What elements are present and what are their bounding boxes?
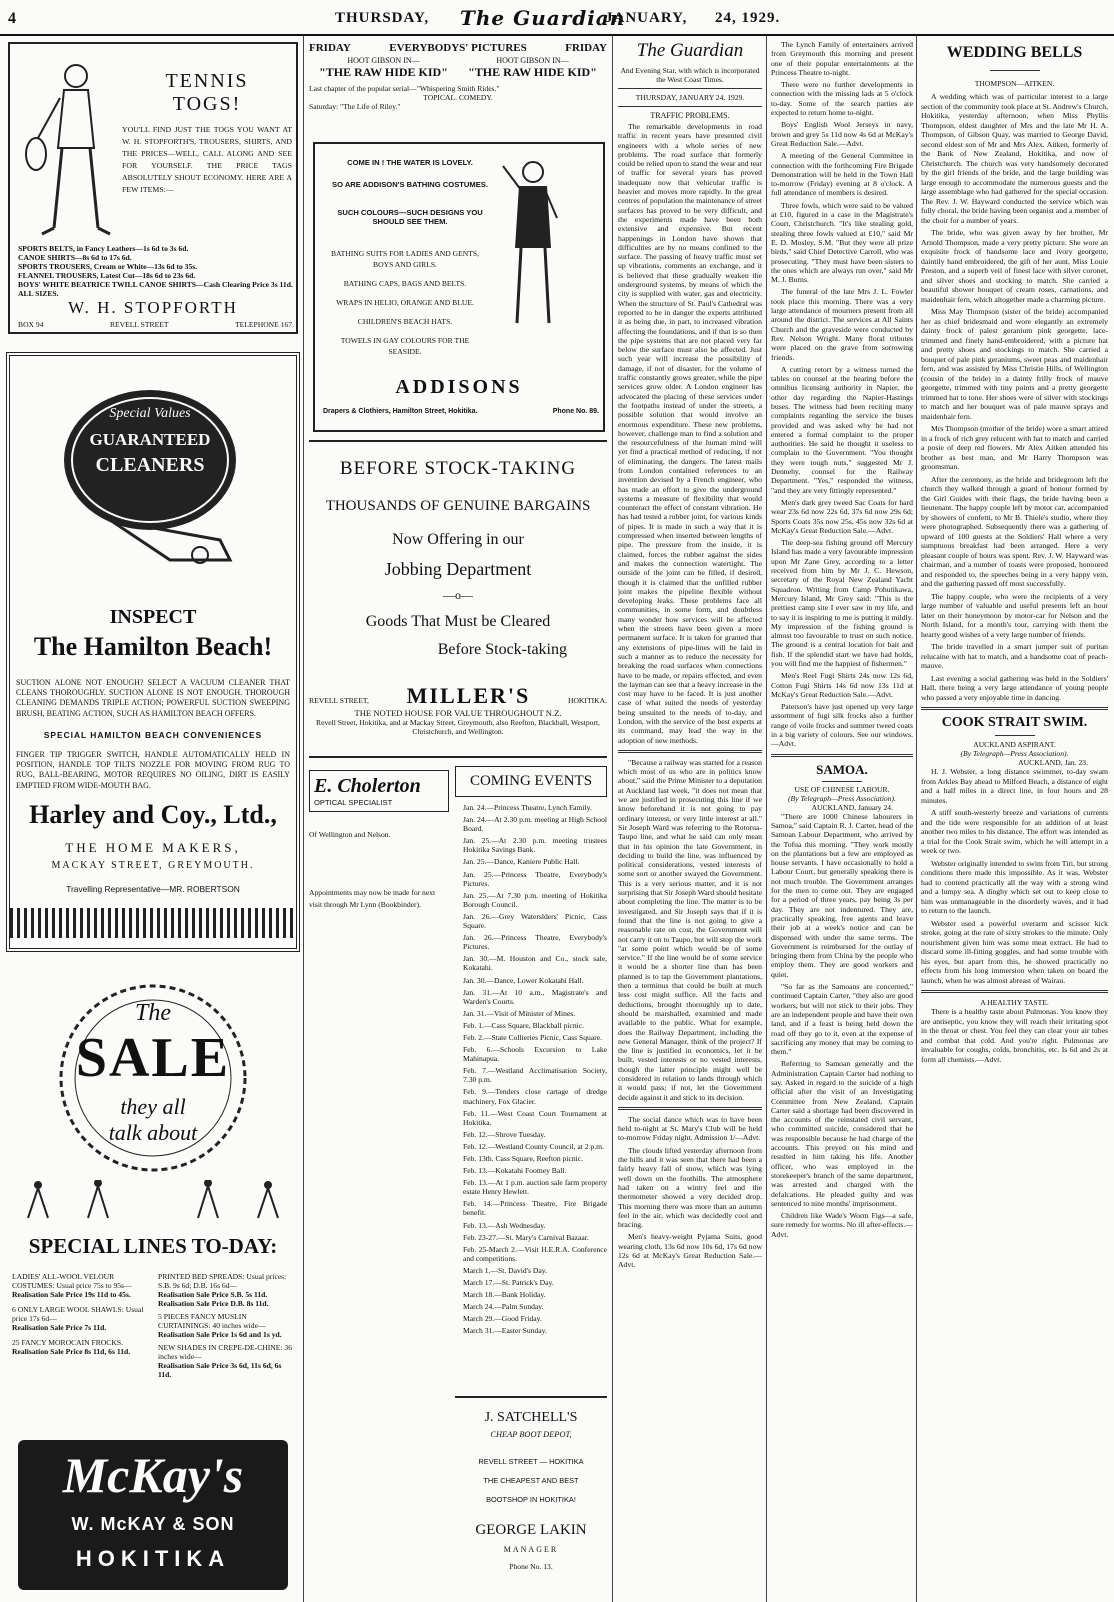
- sale-price: Realisation Sale Price 1s 6d and 1s yd.: [158, 1330, 282, 1339]
- cook-paragraph: A stiff south-westerly breeze and variations of currents and the tide were responsible for an addition of at least another two miles to his distance. The effort was intended as a trial for the Cook Strait swim, which he will attempt in a week or two.: [921, 808, 1108, 855]
- millers-hokitika: HOKITIKA.: [567, 696, 607, 705]
- local-paragraph: Men's dark grey tweed Sac Coats for hard wear 23s 6d now 22s 6d, 37s 6d now 29s 6d; Sports Coats 35s now 25s, 45s now 32s 6d at McKay's Great Reduction Sale.—Advt.: [771, 497, 913, 535]
- cook-paragraph: H. J. Webster, a long distance swimmer, to-day swam from Arkles Bay ahead to Milford Beach, a distance of eight and a half miles in a direct line, in four hours and 28 minutes.: [921, 767, 1108, 805]
- mckay-logo: McKay's: [62, 1447, 244, 1503]
- pictures-day: FRIDAY: [309, 42, 351, 54]
- cholerton-sub: OPTICAL SPECIALIST: [314, 798, 393, 807]
- tennis-body: YOU'LL FIND JUST THE TOGS YOU WANT AT W. H. STOPFORTH'S, TROUSERS, SHIRTS, AND THE PRICES—WELL, CALL ALONG AND SEE FOR YOURSELF. THE PRICE TAGS ABSOLUTELY SHOUT ECONOMY. HERE ARE A FEW ITEMS:—: [122, 125, 292, 194]
- health-paragraph: There is a healthy taste about Pulmonas. You know they are antiseptic, you know they will reach their irritating spot in the throat or chest. You feel they can clear your air tubes and combat that cold. And you're right. Pulmonas are invaluable for coughs, colds, bronchitis, etc. Is 6d and 2s at form all chemists.—Advt.: [921, 1007, 1108, 1064]
- samoa-paragraph: Referring to Samoan generally and the Administration Captain Carter had nothing to say. Asked in regard to the suicide of a high official after the visit of an Investigating Committee from New Zealand, Captain Carter said a shortage had been discovered in the accounts of the reinstated civil servant, who committed suicide, considered that he was responsible because he had charge of the accounts. This preyed on his mind and resulted in him taking his life. Another officer, who was employed in the storekeeper's branch of the same department, was arrested and charged with the defalcations. He pleaded guilty and was sentenced to nine months' imprisonment.: [771, 1059, 913, 1208]
- addisons-phone: Phone No. 89.: [552, 408, 599, 415]
- wedding-paragraph: Miss May Thompson (sister of the bride) accompanied her as chief bridesmaid and wore elegantly an extremely dainty frock of palest geranium pink georgette, lace-trimmed and finely hand-embroidered, with a picture hat and pretty shoes and stockings to match. She carried a bouquet of pale pink geraniums, sweet peas and maidenhair fern, and was assisted by Miss Christie Hills, of Wellington (cousin of the bride) in a dainty frilly frock of mauve georgette, trimmed with tiny points and a pretty georgette trimmed hat to tone. Her shoes were of silver with stockings to match and her bouquet was of pale mauve sprays and maidenhair fern.: [921, 307, 1108, 421]
- event-item: Feb. 13.—Kokatahi Footney Ball.: [463, 1166, 567, 1176]
- millers-revell: REVELL STREET,: [309, 696, 369, 705]
- leader-date: THURSDAY, JANUARY 24, 1929.: [635, 93, 745, 102]
- railway-paragraph: "Because a railway was started for a reason which most of us who are in politics know about," said the Prime Minister to a deputation at Auckland last week, "it does not mean that we are justified in prosecuting this line if we know beforehand it is not going to pay ordinary interest, or very little interest at all." Sir Joseph Ward was referring to the Rotorua-Taupo line, and what he said can only mean that in his opinion the late Government, in deciding to build the line, was influenced by political considerations, vested interests of some sort or another swayed the Government. This is a very serious matter, and it is not surprising that Sir Joseph Ward should hesitate about completing the line. The matter is to be investigated, and Sir Joseph says that if it is found that the line is not going to give a reasonable rate on cost, the Government will not carry it on to Taupo, but will stop the work "at some point which would be of some service." If the line would be of some service it would be a shorter line than has been planned is to tap the Government plantations, then a terminus that could be built at much less cost might suffice. All the facts and deductions, brought thoroughly up to date, should be marshalled, examined and made available to the public. What for example, does the Railway Department, including the new General Manager, think of the project? If the line is justified in economics, let it be built, vested interests or no vested interests, though the latter principle might well be considered in relation to lands through which it would pass; if not, let the Government decide against it and stick to its decision.: [618, 757, 762, 1102]
- column-rule: [766, 36, 767, 1602]
- event-item: Feb. 13.—At 1 p.m. auction sale farm property estate Henry Hewlett.: [463, 1178, 607, 1197]
- tennis-ad: [8, 42, 298, 334]
- addisons-line-1: COME IN ! THE WATER IS LOVELY.: [347, 158, 473, 167]
- local-paragraph: A meeting of the General Committee in connection with the forthcoming Fire Brigade Demonstration will be held in the Town Hall to-morrow (Friday) evening at 8 o'clock. A full attendance of members is desired.: [771, 151, 913, 198]
- local-paragraph: Boys' English Wool Jerseys in navy, brown and grey 5s 11d now 4s 6d at McKay's Great Reduction Sale.—Advt.: [771, 120, 913, 148]
- event-item: Jan. 26.—Princess Theatre, Everybody's Pictures.: [463, 933, 607, 952]
- tennis-item: FLANNEL TROUSERS, Latest Cut—18s 6d to 23s 6d.: [18, 271, 196, 280]
- tennis-item: CANOE SHIRTS—8s 6d to 17s 6d.: [18, 253, 132, 262]
- addisons-item: TOWELS IN GAY COLOURS FOR THE SEASIDE.: [340, 336, 470, 356]
- event-item: March 17.—St. Patrick's Day.: [463, 1278, 554, 1288]
- samoa-dateline: AUCKLAND, January 24.: [811, 802, 893, 812]
- sale-price: Realisation Sale Price 8s 11d, 6s 11d.: [12, 1347, 131, 1356]
- cook-paragraph: Webster originally intended to swim from Tiri, but strong conditions there made this impossible. As it was, Webster had to contend practically all the way with a strong wind and a lumpy sea. A dinghy which set out to keep close to him was unmanageable in the disorderly waves, and it had to return to the launch.: [921, 858, 1108, 915]
- event-item: Jan. 25.—Princess Theatre, Everybody's Pictures.: [463, 869, 607, 888]
- sale-price: Realisation Sale Price 3s 6d, 11s 6d, 6s 11d.: [158, 1361, 282, 1379]
- cholerton-header: [309, 770, 449, 812]
- local-paragraph: Men's Reel Fugi Shirts 24s now 12s 6d, Cotton Fugi Shirts 14s 6d now 13s 11d at McKay's Great Reduction Sale.—Advt.: [771, 671, 913, 699]
- event-item: Feb. 9.—Tenders close cartage of dredge machinery, Fox Glacier.: [463, 1087, 607, 1106]
- sale-price: Realisation Sale Price S.B. 5s 11d.: [158, 1290, 268, 1299]
- pictures-name: EVERYBODYS' PICTURES: [389, 42, 527, 54]
- pictures-star: HOOT GIBSON IN—: [496, 56, 569, 65]
- pictures-day: FRIDAY: [565, 42, 607, 54]
- samoa-telegraph: (By Telegraph—Press Association).: [788, 793, 896, 803]
- event-item: Feb. 2.—State Collieries Picnic, Cass Square.: [463, 1032, 602, 1042]
- harley-rep: Travelling Representative—MR. ROBERTSON: [66, 884, 240, 894]
- tennis-footer: [18, 320, 294, 329]
- wedding-paragraph: The happy couple, who were the recipients of a very large number of valuable and useful presents left an hour later on their honeymoon by motor-car for Nelson and the North Island, for a month's tour, carrying with them the hearty good wishes of a very large number of friends.: [921, 591, 1108, 639]
- event-item: Jan. 26.—Grey Waterslders' Picnic, Cass Square.: [463, 911, 607, 931]
- addisons-ad: [313, 142, 605, 432]
- masthead: [0, 0, 1114, 36]
- hamilton-body-1: SUCTION ALONE NOT ENOUGH? SELECT A VACUUM CLEANER THAT CLEANS THOROUGHLY. SUCTION ALONE IS NOT ENOUGH. THOROUGH CLEANING DEMANDS TRIPLE ACTION; POWERFUL SUCTION SWEEPING BRUSH, BEATING ACTION, SUCH AS HAMILTON BEACH OFFERS.: [16, 678, 290, 718]
- event-item: Feb. 25-March 2.—Visit H.E.R.A. Conference and competitions.: [463, 1244, 607, 1263]
- pictures-header: [309, 42, 607, 54]
- pictures-serial: Last chapter of the popular serial—"Whispering Smith Rides.": [309, 84, 500, 93]
- addisons-line-2: SO ARE ADDISON'S BATHING COSTUMES.: [332, 180, 488, 189]
- hamilton-inspect: INSPECT: [109, 606, 197, 628]
- samoa-paragraph: "So far as the Samoans are concerned," continued Captain Carter, "they also are good workers, but will not stick to their jobs. They are an independent people and have their own land, and if a feast is being held down the road off they go to it, even at the expense of sacrificing any money that may be coming to them.": [771, 982, 913, 1057]
- coming-events: [455, 766, 607, 1386]
- cook-sub: AUCKLAND ASPIRANT.: [973, 740, 1056, 749]
- mckay-sale-ad: [8, 970, 298, 1598]
- event-item: Feb. 1.—Cass Square, Blackball picnic.: [463, 1020, 585, 1030]
- sale-left-list: [12, 1272, 150, 1356]
- addisons-item: BATHING SUITS FOR LADIES AND GENTS, BOYS AND GIRLS.: [330, 249, 480, 269]
- pictures-star: HOOT GIBSON IN—: [347, 56, 420, 65]
- local-paragraph: The deep-sea fishing ground off Mercury Island has made a very favourable impression upon Mr Zane Grey, according to a letter received from him by Mr J. C. Hewson, secretary of the Royal New Zealand Yacht Squadron. Writing from Camp Pohutikawa, Mercury Island, Mr Grey said: "This is the prettiest camp site I ever saw in my life, and to say it is inspiring to me is putting it mildly. My impression of the fishing ground is almost too favourable to trust on such notice. The ground is a central location for bait and fish. If the splendid start we have had holds, you will find me the happiest of fishermen.": [771, 538, 913, 668]
- cook-telegraph: (By Telegraph—Press Association).: [960, 749, 1069, 758]
- leader-paragraph: The remarkable developments in road traffic in recent years have presented civil engineers with a whole series of new problems. The road surface that formerly could be relied upon to stand the wear and tear of traffic for several years has proved inadequate now that vehicular traffic is heavier and moves more rapidly. In the great centres of population the maintenance of street surfaces has proved to be very difficult, and the experiments made have been both extensive and expensive. But recent happenings in London have shown that difficulties are by no means confined to the surface. The passing of heavy traffic must set up vibrations, comments an exchange, and it is believed that these gradually weaken the underground systems, by means of which the city is supplied with water, gas and electricity. When the structure of St. Paul's Cathedral was reported to be in danger the experts attributed it as being due, in part, to increased vibration affecting the foundations, and if that is so then the pipe systems that are not placed very far below the surface must also be affected. Just such year will increase the possibility of damage, if not of disaster, for the volume of traffic constantly grows greater, while the pipe services grow older. A London engineer has advocated the placing of these services under the footpaths instead of under the streets, a possible solution that would involve an enormous expenditure. These new problems, however, challenge man to find a solution and the resourcefulness of the human mind will yet find a practical method of reducing, if not of eliminating, the dangers. The latest mails from London contained references to an invention devised by a French engineer, who has made an effort to give the underground systems a measure of flexibility that would counteract the effect of constant vibration. He has had tested a rubber joint, for various kinds of pipes. It is made in such a way that it is compressed when inserted between lengths of pipe. The pressure from the inside, it is claimed, forces the rubber against the sides and makes the connection watertight. The outside of the joint can be filled, if desired, though it is claimed that the unfilled rubber joint makes the pipeline flexible without developing leaks. These problems face all communities, in some form, and doubtless many wonder how services will be affected when the streets have been given a more permanent surface. It is taken for granted that any extensions of pipe-lines will be laid in such a manner as to reduce the necessity for breaking the road surfaces when connections have to be made, or repairs effected, and even the layman can see that a heavy increase in the cost may have to be faced. It is just another case of what suited the needs of yesterday being unsuited to the needs of to-day, and London, with the service of the best experts at its command, may lead the way in the adoption of new methods.: [618, 122, 762, 745]
- samoa-title: SAMOA.: [816, 761, 868, 777]
- samoa-sub: USE OF CHINESE LABOUR.: [794, 784, 890, 794]
- wedding-paragraph: The bride travelled in a smart jumper suit of puritan relucaine with hat to match, and a handsome coat of peach-mauve.: [921, 642, 1108, 670]
- pictures-films: [309, 65, 607, 80]
- samoa-paragraph: "There are 1000 Chinese labourers in Samoa," said Captain R. J. Carter, head of the Samoan Labour Department, who arrived by the Tofua this morning. "They work mostly on the plantations but a few are employed as house servants. I have occasionally to hold a Labour Court, but generally speaking there is not much trouble. The Government arranges for the men to come out. They are engaged for a period of three years, pay being 3s per day. They are not indentured. They are, practically speaking, free agents and leave their job at a week's notice and can be dispensed with under the same terms. The Government is reimbursed for the outlay of bringing them from China by the people who employ them. They are good workers and quiet.: [771, 811, 913, 979]
- border-decoration: [10, 908, 296, 938]
- event-item: Feb. 12.—Westland County Council, at 2 p.m.: [463, 1141, 604, 1151]
- satchell-ad: [455, 1396, 607, 1596]
- local-column: [771, 40, 913, 1600]
- tennis-item: SPORTS BELTS, in Fancy Leathers—1s 6d to 3s 6d.: [18, 244, 189, 253]
- cook-dateline: AUCKLAND, Jan. 23.: [1018, 758, 1088, 767]
- hamilton-body-2: FINGER TIP TRIGGER SWITCH, HANDLE AUTOMATICALLY HELD IN POSITION, HANDLE TOP TILTS NOZZLE FOR MOVING FROM RUG TO RUG, BALL-BEARING, MOTOR REQUIRES NO OILING, DIRT IS EASILY EMPTIED FROM WIDE-MOUTH BAG.: [16, 750, 290, 790]
- event-item: Feb. 13.—Ash Wednesday.: [463, 1220, 546, 1230]
- railway-body: [618, 758, 762, 1102]
- wedding-paragraph: A wedding which was of particular interest to a large section of the community took place at St. Andrew's Church, Hokitika, yesterday afternoon, when Miss Phyllis Thompson, eldest daughter of Mrs and the late Mr H. A. Thompson, of Gibson Quay, was married to George David, second eldest son of Mr and Mrs Alex. Aitken, formerly of the Bank of New Zealand, Hokitika, and now of Christchurch. The church was very handsomely decorated by the girl friends of the bride, and the large building was large enough to accommodate the numerous guests and the large assemblage who had gathered for the special occasion. The Rev. J. W. Hayward conducted the service which was fully choral, the bride having been organist and a member of the choir for a number of years.: [921, 92, 1108, 225]
- event-item: March 24.—Palm Sunday.: [463, 1302, 544, 1312]
- column-rule: [916, 36, 917, 1602]
- satchell-name: J. SATCHELL'S: [484, 1410, 578, 1425]
- sale-the: The: [135, 1000, 171, 1026]
- badge-guaranteed: GUARANTEED: [89, 430, 211, 449]
- event-item: Jan. 30.—M. Houston and Co., stock sale, Kokatahi.: [463, 954, 607, 973]
- local-paragraph: The funeral of the late Mrs J. L. Fowler took place this morning. There was a very large attendance of mourners present from all around the district. The services at All Saints Church and the graveside were conducted by Rev. Nelson Wright. Many floral tributes were placed on the grave from sorrowing friends.: [771, 287, 913, 362]
- ornament: —o—: [443, 588, 473, 602]
- sale-item: PRINTED BED SPREADS: Usual prices: S.B. 9s 6d; D.B. 16s 6d—: [158, 1272, 287, 1290]
- addisons-item: BATHING CAPS, BAGS AND BELTS.: [343, 279, 467, 288]
- shoppers-illustration: [8, 1180, 298, 1220]
- sale-item: 6 ONLY LARGE WOOL SHAWLS: Usual price 17s 6d—: [12, 1305, 144, 1323]
- cook-paragraph: Webster used a powerful overarm and scissor kick stroke, going at the rate of sixty strokes to the minute. Only nourishment given him was some meat extract. He had to discard some ill-fitting goggles, and had some trouble with his eyes, but apart from this, he showed practically no effects from his long immersion when taken on board the launch, when he was almost abreast of Wairau.: [921, 918, 1108, 985]
- satchell-manager: GEORGE LAKIN: [475, 1522, 587, 1538]
- cook-body: [921, 767, 1108, 985]
- addisons-item: CHILDREN'S BEACH HATS.: [357, 317, 453, 326]
- hamilton-title: The Hamilton Beach!: [33, 632, 273, 661]
- samoa-paragraph: Children like Wade's Worm Figs—a safe, sure remedy for worms. No ill after-effects.—Advt.: [771, 1211, 913, 1239]
- satchell-depot: CHEAP BOOT DEPOT,: [490, 1430, 572, 1439]
- hamilton-beach-ad: [6, 352, 300, 952]
- local-notes: [618, 1115, 762, 1270]
- millers-ad: [309, 440, 607, 758]
- satchell-manager-title: MANAGER: [503, 1545, 559, 1554]
- event-item: March 18.—Bank Holiday.: [463, 1290, 546, 1300]
- leader-column: [618, 40, 762, 1600]
- satchell-shop: BOOTSHOP IN HOKITIKA!: [486, 1495, 576, 1504]
- satchell-street: REVELL STREET — HOKITIKA: [478, 1457, 584, 1466]
- wedding-body: [921, 92, 1108, 702]
- leader-title: TRAFFIC PROBLEMS.: [650, 111, 730, 120]
- tennis-player-illustration: [24, 58, 116, 238]
- leader-body: [618, 122, 762, 745]
- pictures-topical: TOPICAL. COMEDY.: [423, 93, 493, 102]
- tennis-items: [18, 244, 294, 298]
- event-item: March 31.—Easter Sunday.: [463, 1326, 547, 1336]
- millers-now: Now Offering in our: [392, 531, 524, 548]
- page-number: 4: [8, 10, 17, 27]
- mckay-son: W. McKAY & SON: [71, 1514, 235, 1534]
- tennis-tel: TELEPHONE 167.: [234, 320, 294, 329]
- mckay-town: HOKITIKA: [75, 1546, 231, 1571]
- masthead-day: THURSDAY,: [335, 10, 430, 26]
- local-paragraph: Men's heavy-weight Pyjama Suits, good wearing cloth, 13s 6d now 10s 6d, 17s 6d now 12s 6d at McKay's Great Reduction Sale.—Advt.: [618, 1232, 762, 1270]
- local-paragraph: The social dance which was to have been held to-night at St. Mary's Club will be held to-morrow Friday night. Admission 1/—Advt.: [618, 1114, 762, 1143]
- bather-illustration: [493, 158, 573, 328]
- millers-footer: [309, 683, 607, 709]
- sale-right-list: [158, 1272, 294, 1379]
- wedding-paragraph: The bride, who was given away by her brother, Mr Arnold Thompson, made a very pretty picture. She wore an exquisite frock of handsome lace and ivory georgette, daintily hand embroidered, the gift of her aunt, Miss Louie Preston, and a superb veil of finest lace with silver coronet, and silver shoes and stocking to match. She carried a beautiful shower bouquet of cream roses, carnations, and maidenhair fern, which altogether made a charming picture.: [921, 228, 1108, 304]
- tennis-subtitle: TOGS!: [172, 93, 242, 115]
- column-rule: [303, 36, 304, 1602]
- wedding-sub: THOMPSON—AITKEN.: [974, 79, 1055, 88]
- local-paragraph: Paterson's have just opened up very large assortment of fugi silk frocks also a further range of voile frocks and summer tweed coats in a big variety of colours. See our windows.—Advt.: [771, 702, 913, 749]
- addisons-address: Drapers & Clothiers, Hamilton Street, Hokitika.: [323, 408, 478, 415]
- sale-item: 5 PIECES FANCY MUSLIN CURTAININGS: 40 inches wide—: [158, 1312, 266, 1330]
- events-title: COMING EVENTS: [455, 766, 607, 797]
- masthead-month: JANUARY,: [605, 10, 688, 26]
- wedding-paragraph: After the ceremony, as the bride and bridegroom left the church they walked through a guard of honour formed by the Girl Guides with their flags, the bride having been a lieutenant. The happy couple left by motor car, accompanied by showers of confetti, to Mr B. Thiele's studio, where they were photographed. Subsequently there was a gathering of upward of 100 guests at the Soldiers' Hall where a very sumptuous breakfast had been arranged. Here a very pleasant couple of hours was spent. Rev. J. W. Hayward was chairman, and a number of toasts were proposed, honoured and responded to, the speeches being in a very happy vein, and the gathering passed off most successfully.: [921, 474, 1108, 588]
- sale-price: Realisation Sale Price 19s 11d to 45s.: [12, 1290, 131, 1299]
- cholerton-of: Of Wellington and Nelson.: [309, 830, 391, 839]
- event-item: Feb. 13th. Cass Square, Reefton picnic.: [463, 1154, 584, 1163]
- sale-tag-2: talk about: [108, 1120, 198, 1145]
- event-item: Feb. 12.—Shrove Tuesday.: [463, 1129, 546, 1139]
- tennis-firm: W. H. STOPFORTH: [68, 298, 238, 317]
- sale-item: NEW SHADES IN CREPE-DE-CHINE: 36 inches wide—: [158, 1343, 293, 1361]
- satchell-cheapest: THE CHEAPEST AND BEST: [483, 1476, 579, 1485]
- wedding-paragraph: Last evening a social gathering was held in the Soldiers' Hall, there being a very large attendance of young people who passed a very enjoyable time in dancing.: [921, 673, 1108, 702]
- event-item: Jan. 25.—At 2.30 p.m. meeting trustees Hokitika Savings Bank.: [463, 836, 607, 855]
- tennis-item: BOYS' WHITE BEATRICE TWILL CANOE SHIRTS—Cash Clearing Price 3s 11d. ALL SIZES.: [18, 280, 293, 298]
- event-item: Feb. 7.—Westland Acclimatisation Society, 7.30 p.m.: [463, 1066, 607, 1085]
- local-news: [771, 40, 913, 749]
- event-item: Jan. 25.—Dance, Kaniere Public Hall.: [463, 857, 580, 867]
- event-item: March 1.—St. David's Day.: [463, 1265, 547, 1275]
- addisons-firm: ADDISONS: [395, 376, 523, 398]
- pictures-film: "THE RAW HIDE KID": [319, 65, 448, 79]
- addisons-footer: [323, 408, 599, 415]
- pictures-hoot: [309, 56, 607, 65]
- hamilton-conveniences: SPECIAL HAMILTON BEACH CONVENIENCES: [43, 730, 263, 740]
- cholerton-appointments: Appointments may now be made for next visit through Mr Lynn (Bookbinder).: [309, 888, 436, 909]
- pictures-film: "THE RAW HIDE KID": [468, 65, 597, 79]
- samoa-body: [771, 812, 913, 1239]
- tennis-item: SPORTS TROUSERS, Cream or White—13s 6d to 35s.: [18, 262, 198, 271]
- millers-address: Revell Street, Hokitika, and at Mackay Street, Greymouth, also Reefton, Blackball, Westport, Christchurch, and Wellington.: [316, 718, 600, 736]
- harley-firm: Harley and Coy., Ltd.,: [29, 800, 277, 829]
- local-paragraph: A cutting retort by a witness turned the tables on counsel at the hearing before the omnibus licensing authority in Napier, the other day regarding the Napier-Hastings buses. The witness had been reciting many complaints regarding the service the buses provided and was asked why he had not entered a formal complaint to the proper authorities. He said he thought it useless to complain to the Government. "You thought they were tough nuts," suggested Mr J. Dennehy, counsel for the Railway Department. "Yes," responded the witness, "and they are very fittingly represented.": [771, 364, 913, 495]
- addisons-line-3: SUCH COLOURS—SUCH DESIGNS YOU SHOULD SEE THEM.: [337, 208, 483, 226]
- badge-special: Special Values: [109, 406, 191, 421]
- millers-jobbing: Jobbing Department: [384, 559, 532, 579]
- wedding-column: [921, 40, 1108, 1600]
- events-list: [455, 803, 607, 1336]
- millers-firm: MILLER'S: [406, 683, 531, 708]
- event-item: Feb. 23-27.—St. Mary's Carnival Bazaar.: [463, 1232, 589, 1242]
- tennis-street: REVELL STREET: [109, 320, 169, 329]
- masthead-date: 24, 1929.: [715, 10, 781, 26]
- sale-item: LADIES' ALL-WOOL VELOUR COSTUMES: Usual price 75s to 95s—: [12, 1272, 132, 1290]
- sale-price: Realisation Sale Price 7s 11d.: [12, 1323, 107, 1332]
- leader-sub: And Evening Star, with which is incorporated the West Coast Times.: [620, 66, 760, 84]
- millers-before: BEFORE STOCK-TAKING: [339, 458, 577, 479]
- satchell-phone: Phone No. 13.: [509, 1562, 553, 1571]
- event-item: Jan. 25.—At 7.30 p.m. meeting of Hokitika Borough Council.: [463, 890, 607, 909]
- sale-price: Realisation Sale Price D.B. 8s 11d.: [158, 1299, 269, 1308]
- tennis-title: TENNIS: [165, 70, 249, 92]
- health-title: A HEALTHY TASTE.: [980, 998, 1049, 1007]
- event-item: March 29.—Good Friday.: [463, 1314, 542, 1324]
- millers-thousands: THOUSANDS OF GENUINE BARGAINS: [325, 498, 591, 514]
- event-item: Feb. 14.—Princess Theatre, Fire Brigade benefit.: [463, 1199, 607, 1218]
- cholerton-name: E. Cholerton: [314, 775, 421, 797]
- millers-goods: Goods That Must be Cleared: [365, 613, 551, 630]
- event-item: Jan. 31.—Visit of Minister of Mines.: [463, 1008, 576, 1018]
- millers-before-2: Before Stock-taking: [437, 641, 567, 658]
- event-item: Jan. 24.—At 2.30 p.m. meeting at High School Board.: [463, 815, 607, 834]
- local-paragraph: Three fowls, which were said to be valued at £10, figured in a case in the Magistrate's Court, Christchurch. "It's like stealing gold, stealing three fowls valued at £10," said Mr E. D. Mosley, S.M. "But they were all prize birds," said Chief Detective Carroll, who was prosecuting. "They must have been sisters to the ones which are always run over," said Mr M. J. Burns.: [771, 200, 913, 285]
- cholerton-ad: [309, 766, 449, 966]
- addisons-item: WRAPS IN HELIO, ORANGE AND BLUE.: [336, 298, 474, 307]
- addisons-items: [325, 248, 485, 357]
- sale-tag-1: they all: [120, 1094, 186, 1119]
- tennis-box: BOX 94: [18, 320, 44, 329]
- column-rule: [612, 36, 613, 1602]
- harley-street: MACKAY STREET, GREYMOUTH.: [51, 860, 255, 871]
- event-item: Feb. 6.—Schools Excursion to Lake Mahinapua.: [463, 1045, 607, 1064]
- sale-item: 25 FANCY MOROCAIN FROCKS.: [12, 1338, 123, 1347]
- event-item: Feb. 11.—West Coast Court Tournament at Hokitika.: [463, 1108, 607, 1127]
- wedding-title: WEDDING BELLS: [946, 44, 1083, 61]
- masthead-paper: The Guardian: [460, 6, 626, 30]
- pictures-ad: [309, 42, 607, 120]
- pictures-saturday: Saturday: "The Life of Riley.": [309, 102, 401, 111]
- leader-paper: The Guardian: [636, 40, 744, 61]
- event-item: Jan. 30.—Dance, Lower Kokatahi Hall.: [463, 975, 584, 985]
- harley-makers: THE HOME MAKERS,: [65, 840, 241, 855]
- badge-cleaners: CLEANERS: [95, 454, 205, 476]
- event-item: Jan. 24.—Princess Theatre, Lynch Family.: [463, 803, 592, 812]
- local-paragraph: The clouds lifted yesterday afternoon from the hills and it was seen that there had been a fairly heavy fall of snow, which was lying well down on the foothills. The atmosphere had taken on a wintry feel and the thermometer showed a very decided drop. This morning there was more than an autumn feel in the air, which was decidedly cool and bracing.: [618, 1145, 762, 1230]
- sale-word: SALE: [75, 1027, 231, 1089]
- special-lines-title: SPECIAL LINES TO-DAY:: [28, 1234, 278, 1258]
- health-body: [921, 1007, 1108, 1064]
- event-item: Jan. 31.—At 10 a.m., Magistrate's and Warden's Courts.: [463, 987, 607, 1006]
- millers-noted: THE NOTED HOUSE FOR VALUE THROUGHOUT N.Z.: [354, 708, 562, 718]
- local-paragraph: The Lynch Family of entertainers arrived from Greymouth this morning and present one of their popular entertainments at the Princess Theatre to-night.: [771, 40, 913, 77]
- wedding-paragraph: Mrs Thompson (mother of the bride) wore a smart attired in a frock of rich grey relucent with hat to match and carried a posie of deep red flowers. Mr Alex Aitken attended his brother as best man, and Mr Harry Thompson was groomsman.: [921, 424, 1108, 471]
- cook-title: COOK STRAIT SWIM.: [941, 715, 1088, 730]
- local-paragraph: There were no further developments in connection with the missing lads at 5 o'clock to-day. Some of the search parties are expected to return home to-night.: [771, 80, 913, 118]
